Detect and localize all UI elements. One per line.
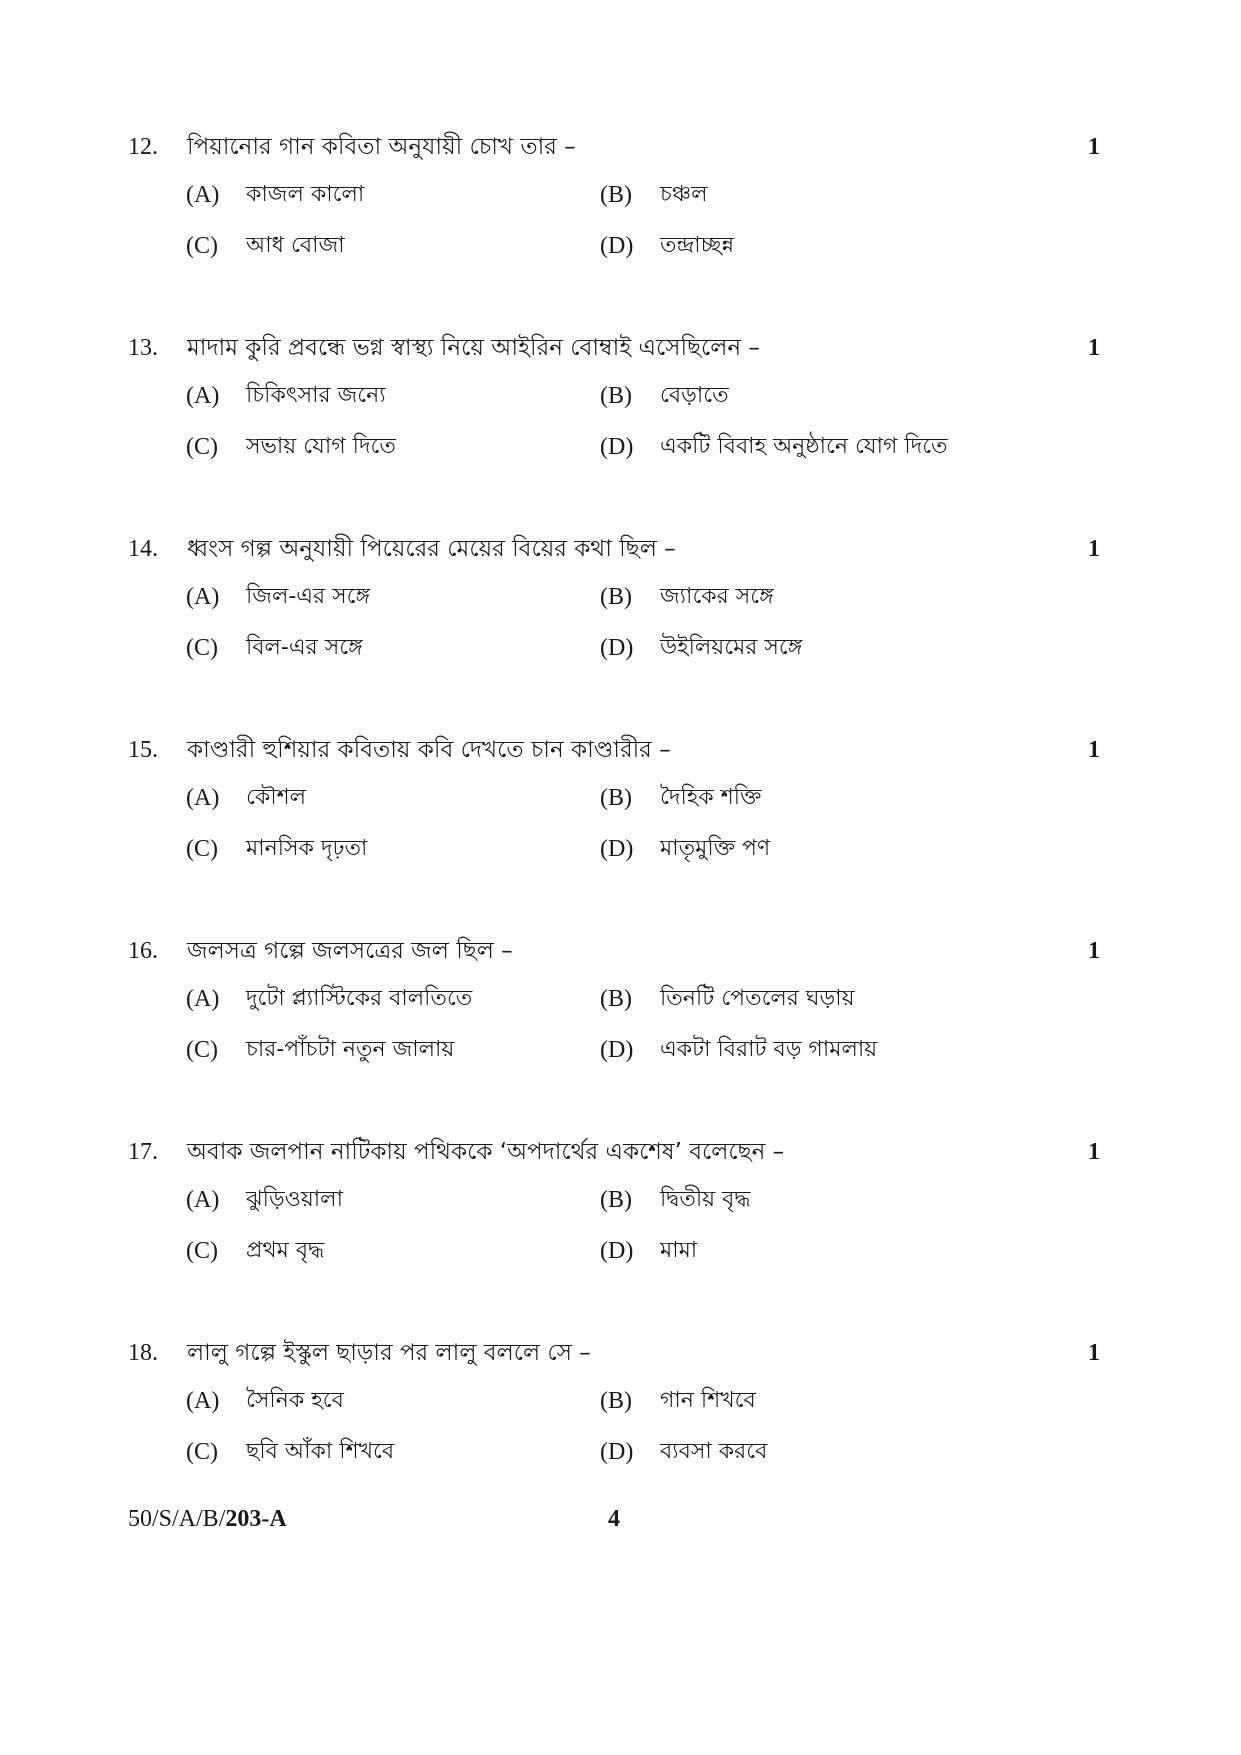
option-key: (C) [186,434,218,460]
option-key: (A) [186,986,220,1012]
question-number: 15. [128,737,158,763]
option-text: ছবি আঁকা শিখবে [246,1439,395,1464]
option-key: (C) [186,233,218,259]
question-number: 16. [128,938,158,964]
option-text: দুটো প্ল্যাস্টিকের বালতিতে [246,986,473,1011]
paper-code-prefix: 50/S/A/B/ [128,1506,226,1532]
option-key: (A) [186,785,220,811]
option-key: (D) [600,434,634,460]
option-key: (A) [186,1388,220,1414]
option-text: মাতৃমুক্তি পণ [660,836,771,861]
option-key: (D) [600,635,634,661]
option-key: (D) [600,1238,634,1264]
option-text: কৌশল [246,785,307,810]
option-text: চার-পাঁচটা নতুন জালায় [246,1037,455,1062]
question-text: ধ্বংস গল্প অনুযায়ী পিয়েরের মেয়ের বিয়ের কথা ছিল – [187,536,676,562]
option-text: একটা বিরাট বড় গামলায় [660,1037,878,1062]
option-text: আধ বোজা [246,233,345,258]
question-number: 14. [128,536,158,562]
option-text: বেড়াতে [660,383,729,408]
option-text: সৈনিক হবে [246,1388,344,1413]
paper-code-suffix: 203-A [225,1506,287,1532]
option-text: গান শিখবে [660,1388,756,1413]
option-key: (D) [600,1439,634,1465]
option-key: (A) [186,182,220,208]
option-key: (B) [600,1187,632,1213]
option-key: (B) [600,182,632,208]
option-text: মানসিক দৃঢ়তা [246,836,368,861]
option-text: সভায় যোগ দিতে [246,434,396,459]
option-text: দৈহিক শক্তি [660,785,762,810]
question-marks: 1 [1088,1340,1100,1366]
option-text: তিনটি পেতলের ঘড়ায় [660,986,855,1011]
option-text: মামা [660,1238,698,1263]
option-text: কাজল কালো [246,182,365,207]
option-key: (C) [186,1238,218,1264]
question-text: জলসত্র গল্পে জলসত্রের জল ছিল – [187,938,513,964]
option-text: চিকিৎসার জন্যে [246,383,386,408]
option-key: (B) [600,584,632,610]
question-marks: 1 [1088,1139,1100,1165]
option-key: (C) [186,1037,218,1063]
option-key: (D) [600,233,634,259]
paper-code [128,1502,287,1536]
option-text: ব্যবসা করবে [660,1439,768,1464]
option-key: (A) [186,584,220,610]
question-text: অবাক জলপান নাটিকায় পথিককে ‘অপদার্থের একশেষ’ বলেছেন – [187,1139,785,1165]
question-text: লালু গল্পে ইস্কুল ছাড়ার পর লালু বললে সে – [187,1340,591,1366]
option-text: ঝুড়িওয়ালা [246,1187,343,1212]
question-number: 18. [128,1340,158,1366]
question-text: কাণ্ডারী হুশিয়ার কবিতায় কবি দেখতে চান কাণ্ডারীর – [187,737,671,763]
option-key: (C) [186,1439,218,1465]
option-key: (D) [600,1037,634,1063]
option-text: প্রথম বৃদ্ধ [246,1238,325,1263]
option-text: চঞ্চল [660,182,708,207]
option-key: (B) [600,785,632,811]
question-marks: 1 [1088,938,1100,964]
option-key: (B) [600,383,632,409]
option-text: উইলিয়মের সঙ্গে [660,635,803,660]
page-number: 4 [608,1506,620,1532]
question-number: 12. [128,134,158,160]
option-text: জ্যাকের সঙ্গে [660,584,774,609]
question-marks: 1 [1088,335,1100,361]
option-key: (C) [186,836,218,862]
question-number: 17. [128,1139,158,1165]
option-key: (A) [186,383,220,409]
option-key: (D) [600,836,634,862]
option-text: দ্বিতীয় বৃদ্ধ [660,1187,751,1212]
question-marks: 1 [1088,134,1100,160]
option-text: তন্দ্রাচ্ছন্ন [660,233,735,258]
question-text: মাদাম কুরি প্রবন্ধে ভগ্ন স্বাস্থ্য নিয়ে আইরিন বোম্বাই এসেছিলেন – [187,335,760,361]
question-marks: 1 [1088,536,1100,562]
option-key: (A) [186,1187,220,1213]
option-key: (B) [600,986,632,1012]
option-text: বিল-এর সঙ্গে [246,635,363,660]
option-text: জিল-এর সঙ্গে [246,584,371,609]
option-key: (C) [186,635,218,661]
option-text: একটি বিবাহ অনুষ্ঠানে যোগ দিতে [660,434,948,459]
option-key: (B) [600,1388,632,1414]
question-marks: 1 [1088,737,1100,763]
question-number: 13. [128,335,158,361]
question-text: পিয়ানোর গান কবিতা অনুযায়ী চোখ তার – [187,134,576,160]
